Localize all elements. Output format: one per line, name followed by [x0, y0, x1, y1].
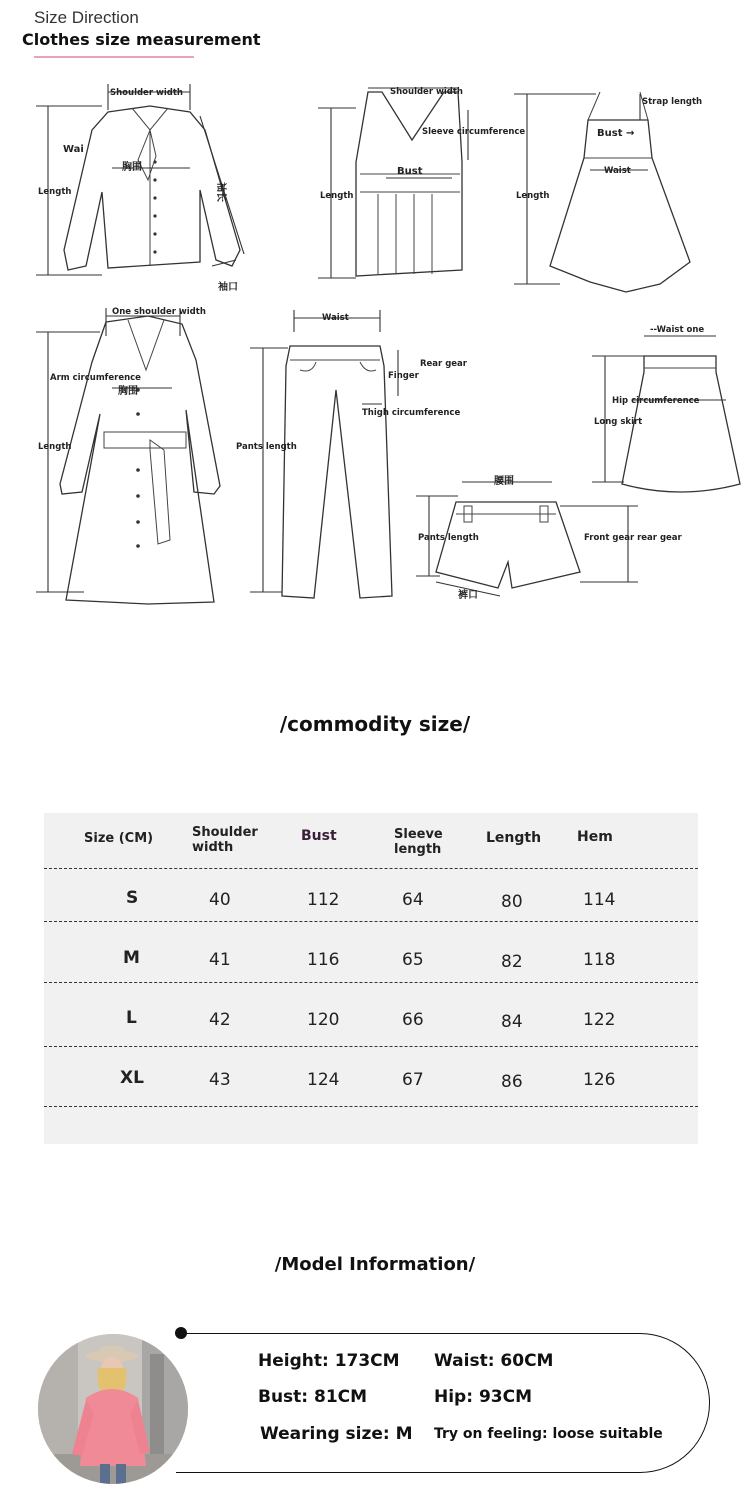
coat-chest-label: 胸围 [118, 386, 138, 397]
cell-hem: 118 [583, 950, 616, 970]
coat-shoulder-label [112, 307, 206, 317]
shirt-sleeve-label: 袖长 [215, 182, 226, 202]
cell-bust: 116 [307, 950, 340, 970]
dress-diagram [514, 92, 702, 292]
cell-shoulder: 43 [209, 1070, 231, 1090]
cell-sleeve: 67 [402, 1070, 424, 1090]
model-information-title: /Model Information/ [274, 1254, 476, 1275]
shirt-diagram [36, 84, 244, 293]
model-try-on-feeling: Try on feeling: loose suitable [434, 1426, 663, 1442]
header-length: Length [486, 830, 542, 846]
model-photo [38, 1334, 188, 1484]
cami-sleeve-label: Sleeve circumference [422, 127, 526, 137]
cami-bust-label: Bust [397, 166, 423, 177]
shirt-length-label: Length [38, 187, 72, 197]
cell-shoulder: 40 [209, 890, 231, 910]
cell-sleeve: 64 [402, 890, 424, 910]
cell-sleeve: 66 [402, 1010, 424, 1030]
row-divider [44, 921, 698, 922]
cell-size: S [126, 888, 139, 908]
cell-bust: 112 [307, 890, 340, 910]
row-divider [44, 1046, 698, 1047]
size-table [44, 813, 698, 1144]
header-hem: Hem [577, 829, 613, 845]
dress-bust-label: Bust → [597, 128, 635, 139]
pants-finger-label: Finger [388, 371, 419, 381]
header-sleeve-length: Sleeve length [394, 827, 443, 857]
dress-length-label: Length [516, 191, 550, 201]
pants-waist-label: Waist [322, 313, 349, 323]
header-size: Size (CM) [84, 831, 154, 846]
cell-bust: 120 [307, 1010, 340, 1030]
coat-shoulder-text: One shoulder width [112, 307, 206, 317]
coat-length-label: Length [38, 442, 72, 452]
shorts-hem-label: 裤口 [458, 590, 478, 601]
shorts-length-label: Pants length [418, 533, 479, 543]
measurement-diagrams [0, 70, 750, 610]
commodity-size-title: /commodity size/ [279, 712, 471, 736]
cell-size: L [126, 1008, 137, 1028]
shorts-diagram [416, 474, 683, 601]
cell-length: 80 [501, 892, 523, 912]
skirt-hip-label: Hip circumference [612, 396, 700, 406]
model-photo-illustration [38, 1334, 188, 1484]
model-waist: Waist: 60CM [434, 1351, 554, 1371]
cell-bust: 124 [307, 1070, 340, 1090]
pants-diagram [236, 310, 468, 598]
model-wearing-size: Wearing size: M [260, 1424, 413, 1444]
cell-size: XL [120, 1068, 144, 1088]
cami-diagram [318, 87, 525, 278]
header-bust: Bust [301, 828, 337, 844]
pants-length-label: Pants length [236, 442, 297, 452]
shirt-chest-label: 胸围 [122, 162, 142, 173]
cell-shoulder: 41 [209, 950, 231, 970]
shirt-shoulder-label: Shoulder width [110, 88, 183, 98]
model-hip: Hip: 93CM [434, 1387, 532, 1407]
cell-hem: 126 [583, 1070, 616, 1090]
pants-rear-label: Rear gear [420, 359, 467, 369]
dress-waist-label: Waist [604, 166, 631, 176]
model-bust: Bust: 81CM [258, 1387, 368, 1407]
pants-thigh-label: Thigh circumference [362, 408, 461, 418]
cell-length: 84 [501, 1012, 523, 1032]
cell-length: 82 [501, 952, 523, 972]
row-divider [44, 982, 698, 983]
coat-diagram [36, 307, 220, 604]
cell-shoulder: 42 [209, 1010, 231, 1030]
shirt-cuff-label: 袖口 [218, 282, 238, 293]
header-shoulder-width: Shoulder width [192, 825, 258, 855]
model-info-dot [175, 1327, 187, 1339]
skirt-waist-label: --Waist one [650, 325, 705, 335]
model-height: Height: 173CM [258, 1351, 400, 1371]
skirt-long-label: Long skirt [594, 417, 643, 427]
row-divider [44, 1106, 698, 1107]
clothes-size-measurement-subtitle: Clothes size measurement [22, 30, 261, 49]
cell-sleeve: 65 [402, 950, 424, 970]
shorts-front-label: Front gear rear gear [584, 533, 682, 543]
header-underline [34, 56, 194, 58]
coat-arm-label: Arm circumference [50, 373, 141, 383]
row-divider [44, 868, 698, 869]
shorts-waist-label: 腰围 [494, 476, 514, 487]
cami-shoulder-label: Shoulder width [390, 87, 463, 97]
dress-strap-label: Strap length [642, 97, 703, 107]
size-direction-title: Size Direction [34, 8, 139, 27]
cami-length-label: Length [320, 191, 354, 201]
cell-size: M [123, 948, 140, 968]
skirt-diagram [592, 325, 740, 492]
cell-length: 86 [501, 1072, 523, 1092]
cell-hem: 114 [583, 890, 616, 910]
cell-hem: 122 [583, 1010, 616, 1030]
shirt-wai-label: Wai [63, 144, 84, 155]
